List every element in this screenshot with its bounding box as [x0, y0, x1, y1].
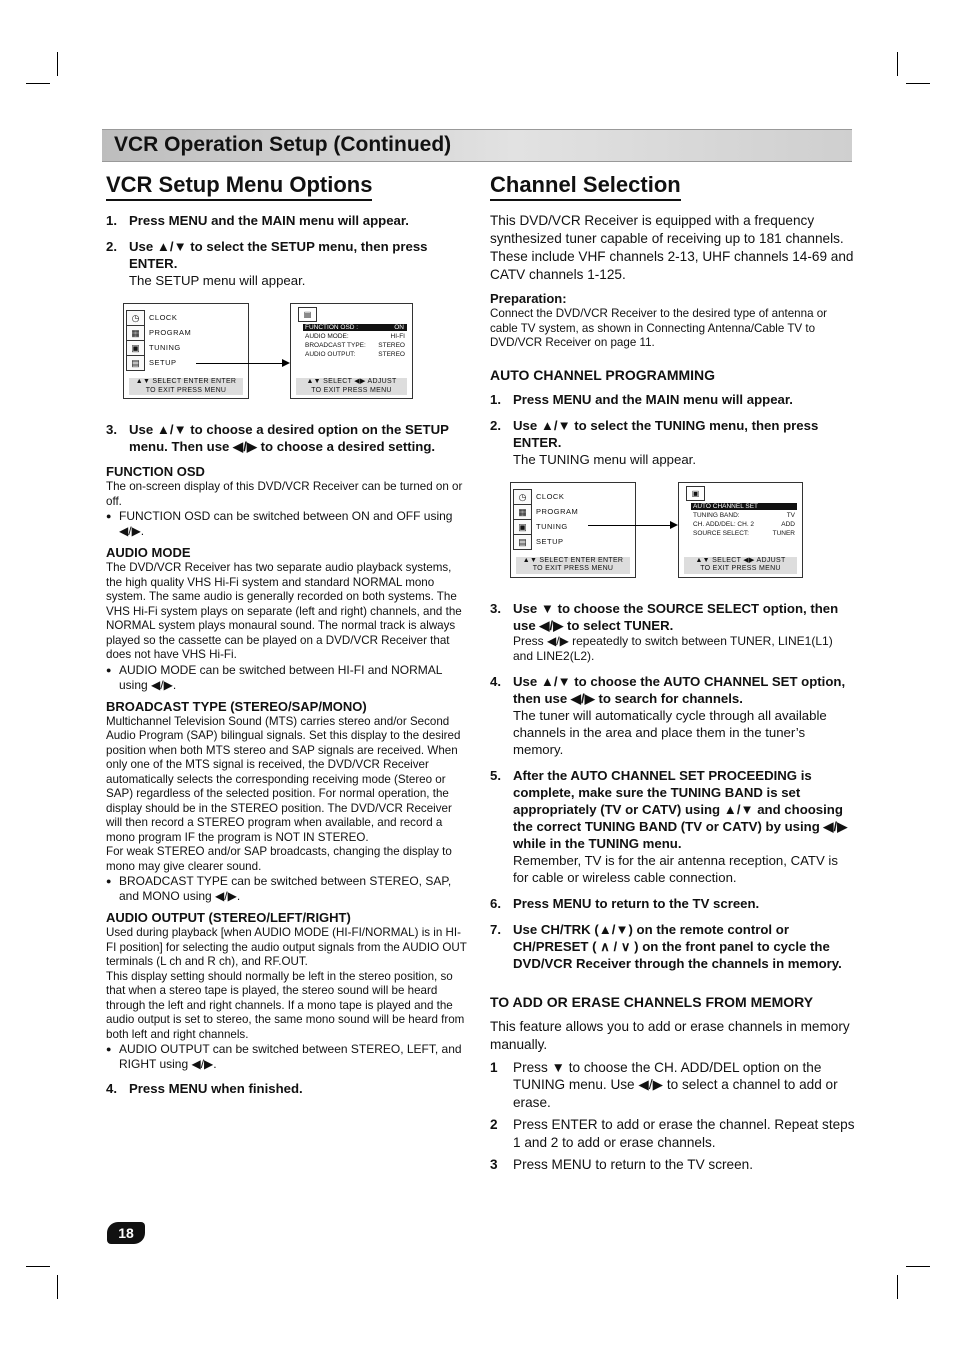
- submenu-row: AUDIO OUTPUT: STEREO: [305, 351, 405, 358]
- section-heading: VCR Setup Menu Options: [106, 172, 372, 201]
- subheading: FUNCTION OSD: [106, 464, 205, 479]
- crop-mark: [906, 83, 930, 84]
- step: 4. Use ▲/▼ to choose the AUTO CHANNEL SET option, then use ◀/▶ to search for channels. The tuner will automatically cycle through all available channels in the area and place them in the tuner’s memory.: [490, 673, 846, 757]
- intro-paragraph: This DVD/VCR Receiver is equipped with a frequency synthesized tuner capable of receiving up to 181 channels. These include VHF channels 2-13, UHF channels 14-69 and CATV channels 1-125.: [490, 213, 854, 282]
- step: 1. Press MENU and the MAIN menu will appear.: [490, 391, 793, 407]
- section-heading: Channel Selection: [490, 172, 681, 201]
- arrow-head: [282, 359, 290, 367]
- step: 1. Press MENU and the MAIN menu will appear.: [106, 213, 409, 228]
- step: 6. Press MENU to return to the TV screen.: [490, 895, 760, 911]
- setup-icon: ▤: [298, 307, 317, 322]
- page-number: 18: [107, 1222, 145, 1244]
- tuning-icon: ▣: [513, 519, 532, 535]
- subheading: AUDIO MODE: [106, 545, 191, 560]
- program-icon: ▦: [126, 325, 145, 341]
- arrow-line: [588, 525, 670, 526]
- crop-mark: [897, 1275, 898, 1299]
- submenu-row: AUDIO MODE: HI-FI: [305, 333, 405, 340]
- clock-icon: ◷: [513, 489, 532, 505]
- crop-mark: [57, 1275, 58, 1299]
- menu-footer: ▲▼ SELECT ENTER ENTER TO EXIT PRESS MENU: [516, 557, 630, 574]
- setup-menu-diagram: [106, 303, 468, 403]
- tuning-icon: ▣: [686, 486, 705, 501]
- menu-footer: ▲▼ SELECT ENTER ENTER TO EXIT PRESS MENU: [129, 378, 243, 395]
- step: 3. Use ▲/▼ to choose a desired option on the SETUP menu. Then use ◀/▶ to choose a desired setting.: [106, 422, 449, 454]
- numbered-step: 2 Press ENTER to add or erase the channel. Repeat steps 1 and 2 to add or erase channels.: [490, 1117, 855, 1150]
- crop-mark: [897, 52, 898, 76]
- subheading: AUDIO OUTPUT (STEREO/LEFT/RIGHT): [106, 910, 351, 925]
- crop-mark: [57, 52, 58, 76]
- page-banner: [102, 129, 852, 162]
- highlight-row: FUNCTION OSD : ON: [303, 324, 407, 331]
- step: 2. Use ▲/▼ to select the TUNING menu, then press ENTER. The TUNING menu will appear.: [490, 417, 819, 467]
- main-menu-screen: ◷ CLOCK ▦ PROGRAM ▣ TUNING ▤ SETUP ▲▼ SELECT ENTER ENTER TO EXIT PRESS MENU: [123, 303, 249, 399]
- main-menu-screen: ◷ CLOCK ▦ PROGRAM ▣ TUNING ▤ SETUP ▲▼ SELECT ENTER ENTER TO EXIT PRESS MENU: [510, 482, 636, 578]
- submenu-row: CH. ADD/DEL: CH. 2 ADD: [693, 520, 795, 528]
- step: 7. Use CH/TRK (▲/▼) on the remote control or CH/PRESET ( ∧ / ∨ ) on the front panel to cycle the DVD/VCR Receiver through the channels in memory.: [490, 921, 842, 971]
- step: 3. Use ▼ to choose the SOURCE SELECT option, then use ◀/▶ to select TUNER. Press ◀/▶ repeatedly to switch between TUNER, LINE1(L1) and LINE2(L2).: [490, 600, 839, 663]
- banner-title: VCR Operation Setup (Continued): [114, 133, 452, 156]
- subheading: TO ADD OR ERASE CHANNELS FROM MEMORY: [490, 993, 814, 1010]
- subheading: BROADCAST TYPE (STEREO/SAP/MONO): [106, 698, 367, 714]
- left-column: VCR Setup Menu Options 1. Press MENU and the MAIN menu will appear. 2. Use ▲/▼ to select the SETUP menu, then press ENTER. The SETUP menu will appear. ◷ CLOCK ▦ PROGRAM ▣ TUNING ▤ SETUP ▲▼ SELECT ENTER ENTER TO EXIT PRESS MENU ▤ FUNCTION OSD : ON AUDIO MODE: HI-FI BROADCAST TYPE: STEREO AUDIO OUTPUT: STEREO ▲▼ SELECT ◀▶ ADJUST TO EXIT PRESS MENU 3. Use ▲/▼ to choose a desired option on the SETUP menu. Then use ◀/▶ to choose a desired setting. FUNCTION OSD The on-screen display of this DVD/VCR Receiver can be turned on or off. ● FUNCTION OSD can be switched between ON and OFF using ◀/▶. AUDIO MODE The DVD/VCR Receiver has two separate audio playback systems, the high quality VHS Hi-Fi system and standard NORMAL mono system. The same audio is generally recorded on both systems. The VHS Hi-Fi system plays on separate (left and right) channels, and the NORMAL system plays monaural sound. The normal track is always played so the cassette can be played on a DVD/VCR Receiver that does not have VHS Hi-Fi. ● AUDIO MODE can be switched between HI-FI and NORMAL using ◀/▶. BROADCAST TYPE (STEREO/SAP/MONO) Multichannel Television Sound (MTS) carries stereo and/or Second Audio Program (SAP) bilingual signals. Set this display to the desired position when both MTS stereo and SAP signals are received. When only one of the MTS signal is received, the DVD/VCR Receiver automatically selects the corresponding receiving mode (Stereo or SAP) regardless of the selected position. For normal operation, the display should be in the STEREO position. The DVD/VCR Receiver will then record a STEREO program when available, and record a mono program IF the program is NOT IN STEREO. For weak STEREO and/or SAP broadcasts, changing the display to mono may give clearer sound. ● BROADCAST TYPE can be switched between STEREO, SAP, and MONO using ◀/▶. AUDIO OUTPUT (STEREO/LEFT/RIGHT) Used during playback [when AUDIO MODE (HI-FI/NORMAL) is in HI-FI position] for selecting the audio output signals from the AUDIO OUT terminals (L ch and R ch), and RF.OUT. This display setting should normally be left in the stereo position, so that when a stereo tape is played, the stereo sound will be heard through the left and right channels. If a mono tape is played and the audio output is set to stereo, the same mono sound will be heard from both left and right channels. ● AUDIO OUTPUT can be switched between STEREO, LEFT, and RIGHT using ◀/▶. 4. Press MENU when finished.: [106, 172, 468, 1106]
- tuning-menu-screen: [678, 482, 803, 578]
- submenu-row: SOURCE SELECT: TUNER: [693, 529, 795, 537]
- setup-menu-screen: [290, 303, 413, 399]
- menu-footer: ▲▼ SELECT ◀▶ ADJUST TO EXIT PRESS MENU: [296, 378, 407, 395]
- tuning-menu-diagram: [490, 482, 855, 582]
- highlight-row: AUTO CHANNEL SET: [691, 503, 797, 510]
- submenu-row: TUNING BAND: TV: [693, 511, 795, 519]
- menu-footer: ▲▼ SELECT ◀▶ ADJUST TO EXIT PRESS MENU: [684, 557, 797, 574]
- arrow-line: [196, 363, 282, 364]
- clock-icon: ◷: [126, 310, 145, 326]
- crop-mark: [906, 1266, 930, 1267]
- right-column: Channel Selection This DVD/VCR Receiver is equipped with a frequency synthesized tuner capable of receiving up to 181 channels. These include VHF channels 2-13, UHF channels 14-69 and CATV channels 1-125. Preparation: Connect the DVD/VCR Receiver to the desired type of antenna or cable TV system, as shown in Connecting Antenna/Cable TV to DVD/VCR Receiver on page 11. AUTO CHANNEL PROGRAMMING 1. Press MENU and the MAIN menu will appear. 2. Use ▲/▼ to select the TUNING menu, then press ENTER. The TUNING menu will appear. ◷ CLOCK ▦ PROGRAM ▣ TUNING ▤ SETUP ▲▼ SELECT ENTER ENTER TO EXIT PRESS MENU ▣ AUTO CHANNEL SET TUNING BAND: TV CH. ADD/DEL: CH. 2 ADD SOURCE SELECT: TUNER ▲▼ SELECT ◀▶ ADJUST TO EXIT PRESS MENU 3. Use ▼ to choose the SOURCE SELECT option, then use ◀/▶ to select TUNER. Press ◀/▶ repeatedly to switch between TUNER, LINE1(L1) and LINE2(L2). 4. Use ▲/▼ to choose the AUTO CHANNEL SET option, then use ◀/▶ to search for channels. The tuner will automatically cycle through all available channels in the area and place them in the tuner’s memory. 5. After the AUTO CHANNEL SET PROCEEDING is complete, make sure the TUNING BAND is set appropriately (TV or CATV) using ▲/▼ and choosing the correct TUNING BAND (TV or CATV) by using ◀/▶ while in the TUNING menu. Remember, TV is for the air antenna reception, CATV is for cable or wireless cable connection. 6. Press MENU to return to the TV screen. 7. Use CH/TRK (▲/▼) on the remote control or CH/PRESET ( ∧ / ∨ ) on the front panel to cycle the DVD/VCR Receiver through the channels in memory. TO ADD OR ERASE CHANNELS FROM MEMORY This feature allows you to add or erase channels in memory manually. 1 Press ▼ to choose the CH. ADD/DEL option on the TUNING menu. Use ◀/▶ to select a channel to add or erase. 2 Press ENTER to add or erase the channel. Repeat steps 1 and 2 to add or erase channels. 3 Press MENU to return to the TV screen.: [490, 172, 855, 1172]
- subheading: Preparation:: [490, 291, 567, 306]
- setup-icon: ▤: [513, 534, 532, 550]
- crop-mark: [26, 1266, 50, 1267]
- submenu-row: BROADCAST TYPE: STEREO: [305, 342, 405, 349]
- step: 4. Press MENU when finished.: [106, 1081, 303, 1096]
- tuning-icon: ▣: [126, 340, 145, 356]
- subheading: AUTO CHANNEL PROGRAMMING: [490, 366, 716, 383]
- arrow-head: [670, 521, 678, 529]
- program-icon: ▦: [513, 504, 532, 520]
- step: 5. After the AUTO CHANNEL SET PROCEEDING is complete, make sure the TUNING BAND is set appropriately (TV or CATV) using ▲/▼ and choosing the correct TUNING BAND (TV or CATV) by using ◀/▶ while in the TUNING menu. Remember, TV is for the air antenna reception, CATV is for cable or wireless cable connection.: [490, 767, 848, 885]
- numbered-step: 3 Press MENU to return to the TV screen.: [490, 1157, 753, 1172]
- setup-icon: ▤: [126, 355, 145, 371]
- step: 2. Use ▲/▼ to select the SETUP menu, then press ENTER. The SETUP menu will appear.: [106, 239, 428, 288]
- numbered-step: 1 Press ▼ to choose the CH. ADD/DEL option on the TUNING menu. Use ◀/▶ to select a channel to add or erase.: [490, 1059, 838, 1110]
- crop-mark: [26, 83, 50, 84]
